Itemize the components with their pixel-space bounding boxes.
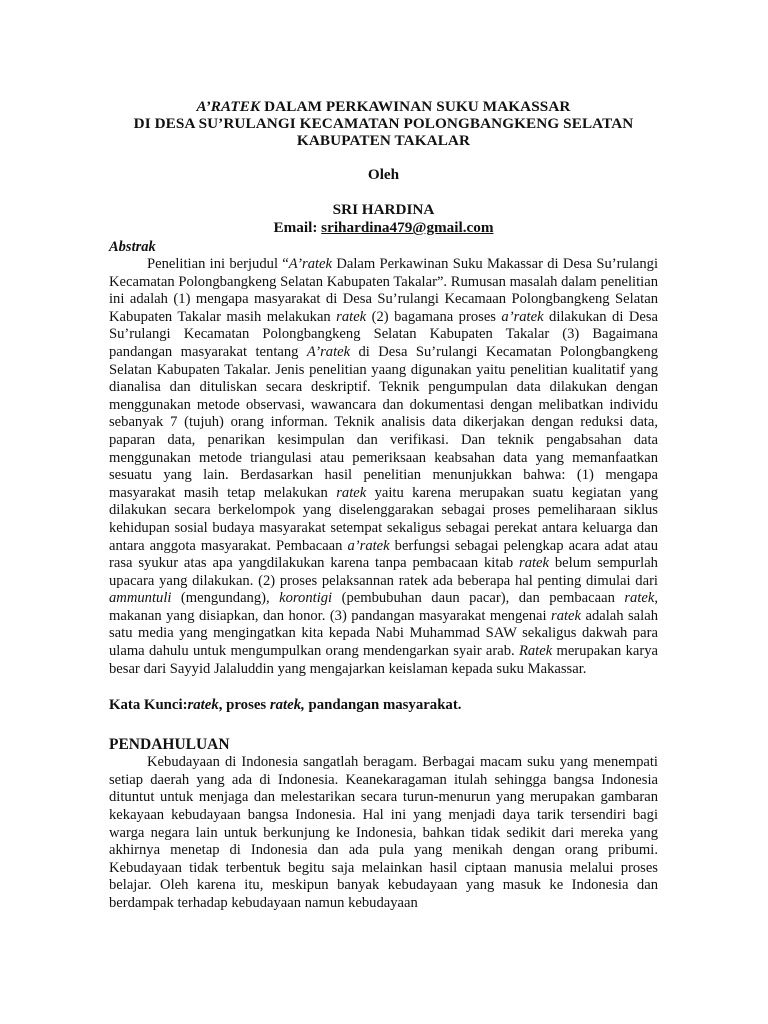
author-email: Email: srihardina479@gmail.com xyxy=(273,219,494,236)
abstract-heading: Abstrak xyxy=(109,239,156,255)
intro-paragraph: Kebudayaan di Indonesia sangatlah beragam. Berbagai macam suku yang menempati setiap daerah yang ada di Indonesia. Keanekaragaman itulah sehingga bangsa Indonesia dituntut untuk menjaga dan melestarikan secara turun-menurun yang merupakan gambaran kekayaan kebudayaan bangsa Indonesia. Hal ini yang menjadi daya tarik tersendiri bagi warga negara lain untuk berkunjung ke Indonesia, bahkan tidak sedikit dari mereka yang akhirnya menetap di Indonesia dan ada pula yang menikah dengan orang pribumi. Kebudayaan tidak terbentuk begitu saja melainkan hasil ciptaan manusia melalui proses belajar. Oleh karena itu, meskipun banyak kebudayaan yang masuk ke Indonesia dan berdampak terhadap kebudayaan namun kebudayaan xyxy=(109,754,658,911)
byline-label: Oleh xyxy=(367,166,400,183)
section-heading-pendahuluan: PENDAHULUAN xyxy=(109,736,230,754)
title-line-3: KABUPATEN TAKALAR xyxy=(296,132,471,149)
title-line-1: A’RATEK DALAM PERKAWINAN SUKU MAKASSAR xyxy=(196,98,571,115)
keywords-line: Kata Kunci:ratek, proses ratek, pandangan masyarakat. xyxy=(109,697,462,714)
title-line-2: DI DESA SU’RULANGI KECAMATAN POLONGBANGKENG SELATAN xyxy=(133,115,634,132)
email-link[interactable]: srihardina479@gmail.com xyxy=(321,219,494,236)
abstract-paragraph: Penelitian ini berjudul “A’ratek Dalam Perkawinan Suku Makassar di Desa Su’rulangi Kecamatan Polongbangkeng Selatan Kabupaten Takalar”. Rumusan masalah dalam penelitian ini adalah (1) mengapa masyarakat di Desa Su’rulangi Kecamaan Polongbangkeng Selatan Kabupaten Takalar masih melakukan ratek (2) bagamana proses a’ratek dilakukan di Desa Su’rulangi Kecamatan Polongbangkeng Selatan Kabupaten Takalar (3) Bagaimana pandangan masyarakat tentang A’ratek di Desa Su’rulangi Kecamatan Polongbangkeng Selatan Kabupaten Takalar. Jenis penelitian yaang digunakan yaitu penelitian kualitatif yang dianalisa dan dituliskan secara deskriptif. Teknik pengumpulan data dilakukan dengan menggunakan metode observasi, wawancara dan dokumentasi dengan melibatkan individu sebanyak 7 (tujuh) orang informan. Teknik analisis data dikerjakan dengan reduksi data, paparan data, penarikan kesimpulan dan verifikasi. Dan teknik pengabsahan data menggunakan metode triangulasi atau pemeriksaan keabsahan data yang memanfaatkan sesuatu yang lain. Berdasarkan hasil penelitian menunjukkan bahwa: (1) mengapa masyarakat masih tetap melakukan ratek yaitu karena merupakan suatu kegiatan yang dilakukan secara berkelompok yang diselenggarakan sebagai proses pemeliharaan siklus kehidupan sosial budaya masyarakat setempat sekaligus sebagai perekat antara keluarga dan antara anggota masyarakat. Pembacaan a’ratek berfungsi sebagai pelengkap acara adat atau rasa syukur atas apa yangdilakukan karena tanpa pembacaan kitab ratek belum sempurlah upacara yang dilakukan. (2) proses pelaksannan ratek ada beberapa hal penting dimulai dari ammuntuli (mengundang), korontigi (pembubuhan daun pacar), dan pembacaan ratek, makanan yang disiapkan, dan honor. (3) pandangan masyarakat mengenai ratek adalah salah satu media yang mengingatkan kita kepada Nabi Muhammad SAW sekaligus dakwah para ulama dahulu untuk mengumpulkan orang mendengarkan syair arab. Ratek merupakan karya besar dari Sayyid Jalaluddin yang mengajarkan keislaman kepada suku Makassar. xyxy=(109,256,659,677)
paper-title xyxy=(109,98,658,149)
author-name: SRI HARDINA xyxy=(332,201,435,218)
